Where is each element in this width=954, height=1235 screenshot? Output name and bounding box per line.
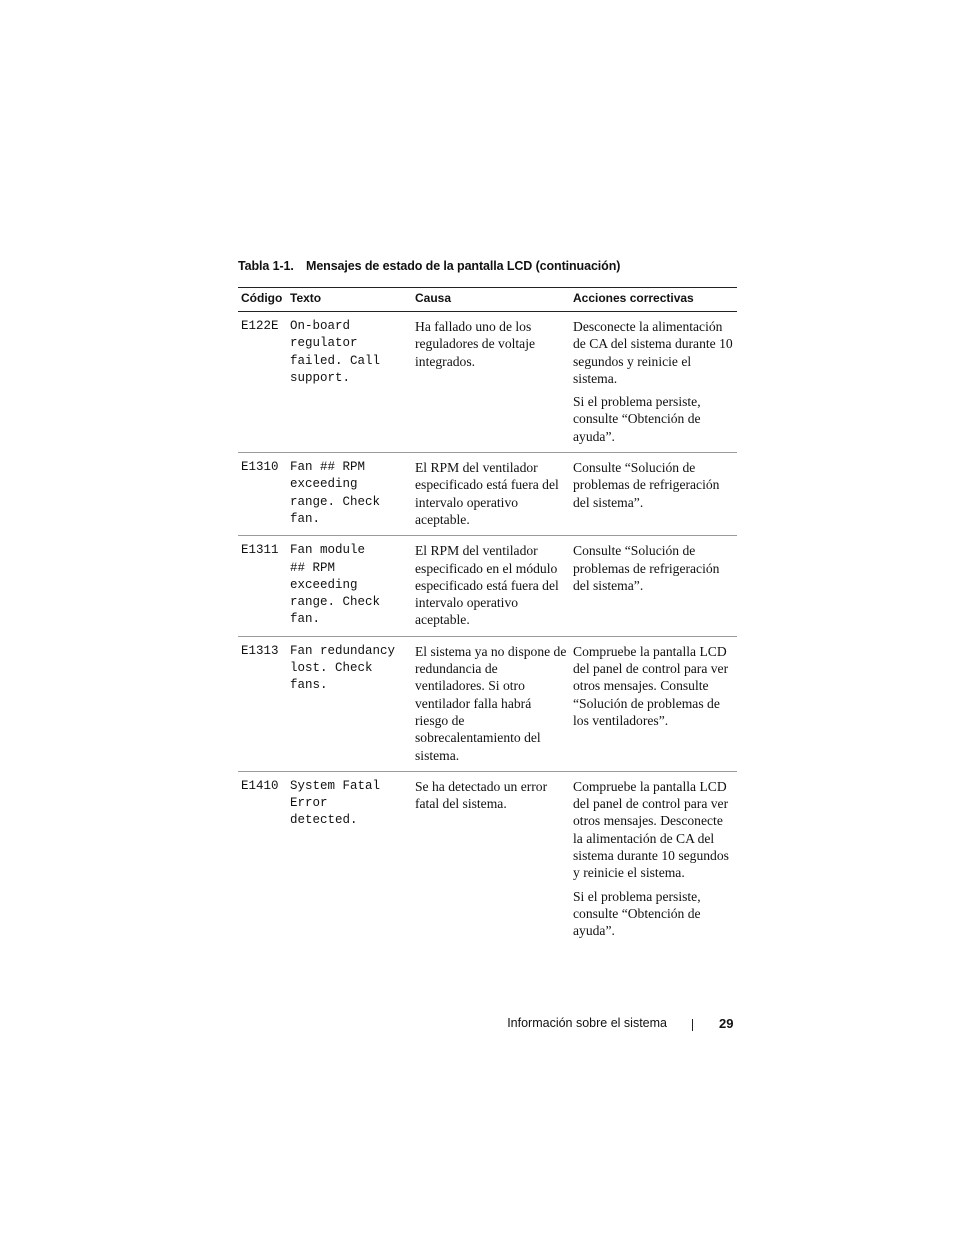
action-paragraph: Si el problema persiste, consulte “Obtención de ayuda”. (573, 888, 701, 939)
action-paragraph: Compruebe la pantalla LCD del panel de control para ver otros mensajes. Desconecte la alimentación de CA del sistema durante 10 segundos y reinicie el sistema. (573, 778, 729, 881)
code-cell: E1310 (238, 453, 287, 536)
message-text-cell: Fan ## RPM exceeding range. Check fan. (287, 453, 412, 536)
action-paragraph: Desconecte la alimentación de CA del sistema durante 10 segundos y reinicie el sistema. (573, 319, 733, 386)
actions-cell (570, 453, 737, 536)
cause-cell: Ha fallado uno de los reguladores de voltaje integrados. (412, 312, 570, 453)
column-header-text: Texto (287, 288, 412, 312)
action-paragraph: Si el problema persiste, consulte “Obtención de ayuda”. (573, 394, 701, 444)
action-paragraph: Consulte “Solución de problemas de refrigeración del sistema”. (573, 460, 720, 510)
code-cell: E1311 (238, 536, 287, 636)
code-cell: E1410 (241, 778, 279, 793)
footer-section-title: Información sobre el sistema (507, 1016, 667, 1030)
cause-cell: El RPM del ventilador especificado en el módulo especificado está fuera del intervalo operativo aceptable. (412, 536, 570, 636)
table-header-row (238, 288, 737, 312)
column-header-actions: Acciones correctivas (570, 288, 737, 312)
code-cell: E1313 (238, 636, 287, 771)
table-row (238, 636, 737, 771)
cause-cell: El RPM del ventilador especificado está fuera del intervalo operativo aceptable. (412, 453, 570, 536)
message-text-cell: On-board regulator failed. Call support. (287, 312, 412, 453)
action-paragraph: Consulte “Solución de problemas de refrigeración del sistema”. (573, 543, 720, 593)
page-number: 29 (719, 1016, 734, 1031)
column-header-code: Código (238, 288, 287, 312)
column-header-cause: Causa (412, 288, 570, 312)
message-text-cell: Fan redundancy lost. Check fans. (287, 636, 412, 771)
table-title: Mensajes de estado de la pantalla LCD (continuación) (306, 259, 621, 273)
table-number: Tabla 1-1. (238, 259, 294, 273)
table-row (238, 536, 737, 636)
page-footer (0, 1016, 954, 1036)
actions-cell (570, 312, 737, 453)
action-paragraph: Compruebe la pantalla LCD del panel de control para ver otros mensajes. Consulte “Solución de problemas de los ventiladores”. (573, 643, 729, 728)
table-row (238, 771, 737, 946)
table-caption (238, 259, 620, 273)
actions-cell (570, 771, 737, 946)
message-text-cell: Fan module ## RPM exceeding range. Check fan. (287, 536, 412, 636)
code-cell: E122E (238, 312, 287, 453)
cause-cell: El sistema ya no dispone de redundancia de ventiladores. Si otro ventilador falla habrá riesgo de sobrecalentamiento del sistema. (412, 636, 570, 771)
footer-divider (692, 1019, 693, 1031)
cause-cell: Se ha detectado un error fatal del sistema. (415, 778, 548, 812)
table-row (238, 453, 737, 536)
message-text-cell: System Fatal Error detected. (290, 778, 381, 828)
table-row (238, 312, 737, 453)
lcd-status-table (238, 287, 737, 947)
actions-cell (570, 536, 737, 636)
actions-cell (570, 636, 737, 771)
